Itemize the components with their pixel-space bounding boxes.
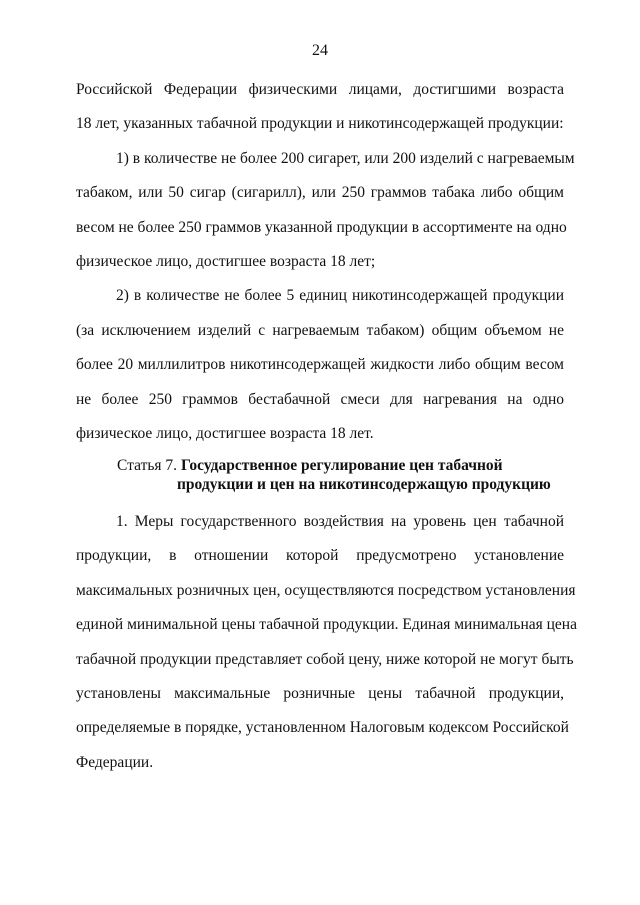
text-line: 18 лет, указанных табачной продукции и никотинсодержащей продукции: [76,115,564,133]
text-line: физическое лицо, достигшее возраста 18 лет. [76,424,374,442]
text-line: табаком, или 50 сигар (сигарилл), или 250 граммов табака либо общим [76,184,564,202]
text-line: более 20 миллилитров никотинсодержащей жидкости либо общим весом [76,356,564,374]
article-title-line-1: Государственное регулирование цен табачной [180,457,503,474]
text-line: 1. Меры государственного воздействия на уровень цен табачной [116,513,564,530]
text-line: не более 250 граммов бестабачной смеси для нагревания на одно [76,390,564,408]
text-line: табачной продукции представляет собой цену, ниже которой не могут быть [76,650,574,668]
text-line: определяемые в порядке, установленном Налоговым кодексом Российской [76,719,569,737]
text-line: единой минимальной цены табачной продукции. Единая минимальная цена [76,616,577,634]
text-line: продукции, в отношении которой предусмотрено установление [76,547,564,565]
text-line: (за исключением изделий с нагреваемым табаком) общим объемом не [76,321,564,339]
text-line: весом не более 250 граммов указанной продукции в ассортименте на одно [76,218,567,236]
page-number: 24 [312,42,328,59]
article-title-line-2: продукции и цен на никотинсодержащую продукцию [177,476,551,493]
text-line: Российской Федерации физическими лицами, достигшими возраста [76,81,564,98]
article-number: Статья 7. [117,457,178,474]
text-line: физическое лицо, достигшее возраста 18 лет; [76,252,376,270]
article-heading [117,456,577,494]
text-block-article-7 [76,512,577,787]
text-line: 2) в количестве не более 5 единиц никотинсодержащей продукции [116,287,564,305]
text-line: 1) в количестве не более 200 сигарет, или 200 изделий с нагреваемым [116,149,575,167]
text-line: установлены максимальные розничные цены табачной продукции, [76,684,564,702]
text-line: максимальных розничных цен, осуществляются посредством установления [76,581,576,599]
text-block-continuation [76,80,575,458]
text-line: Федерации. [76,753,154,771]
